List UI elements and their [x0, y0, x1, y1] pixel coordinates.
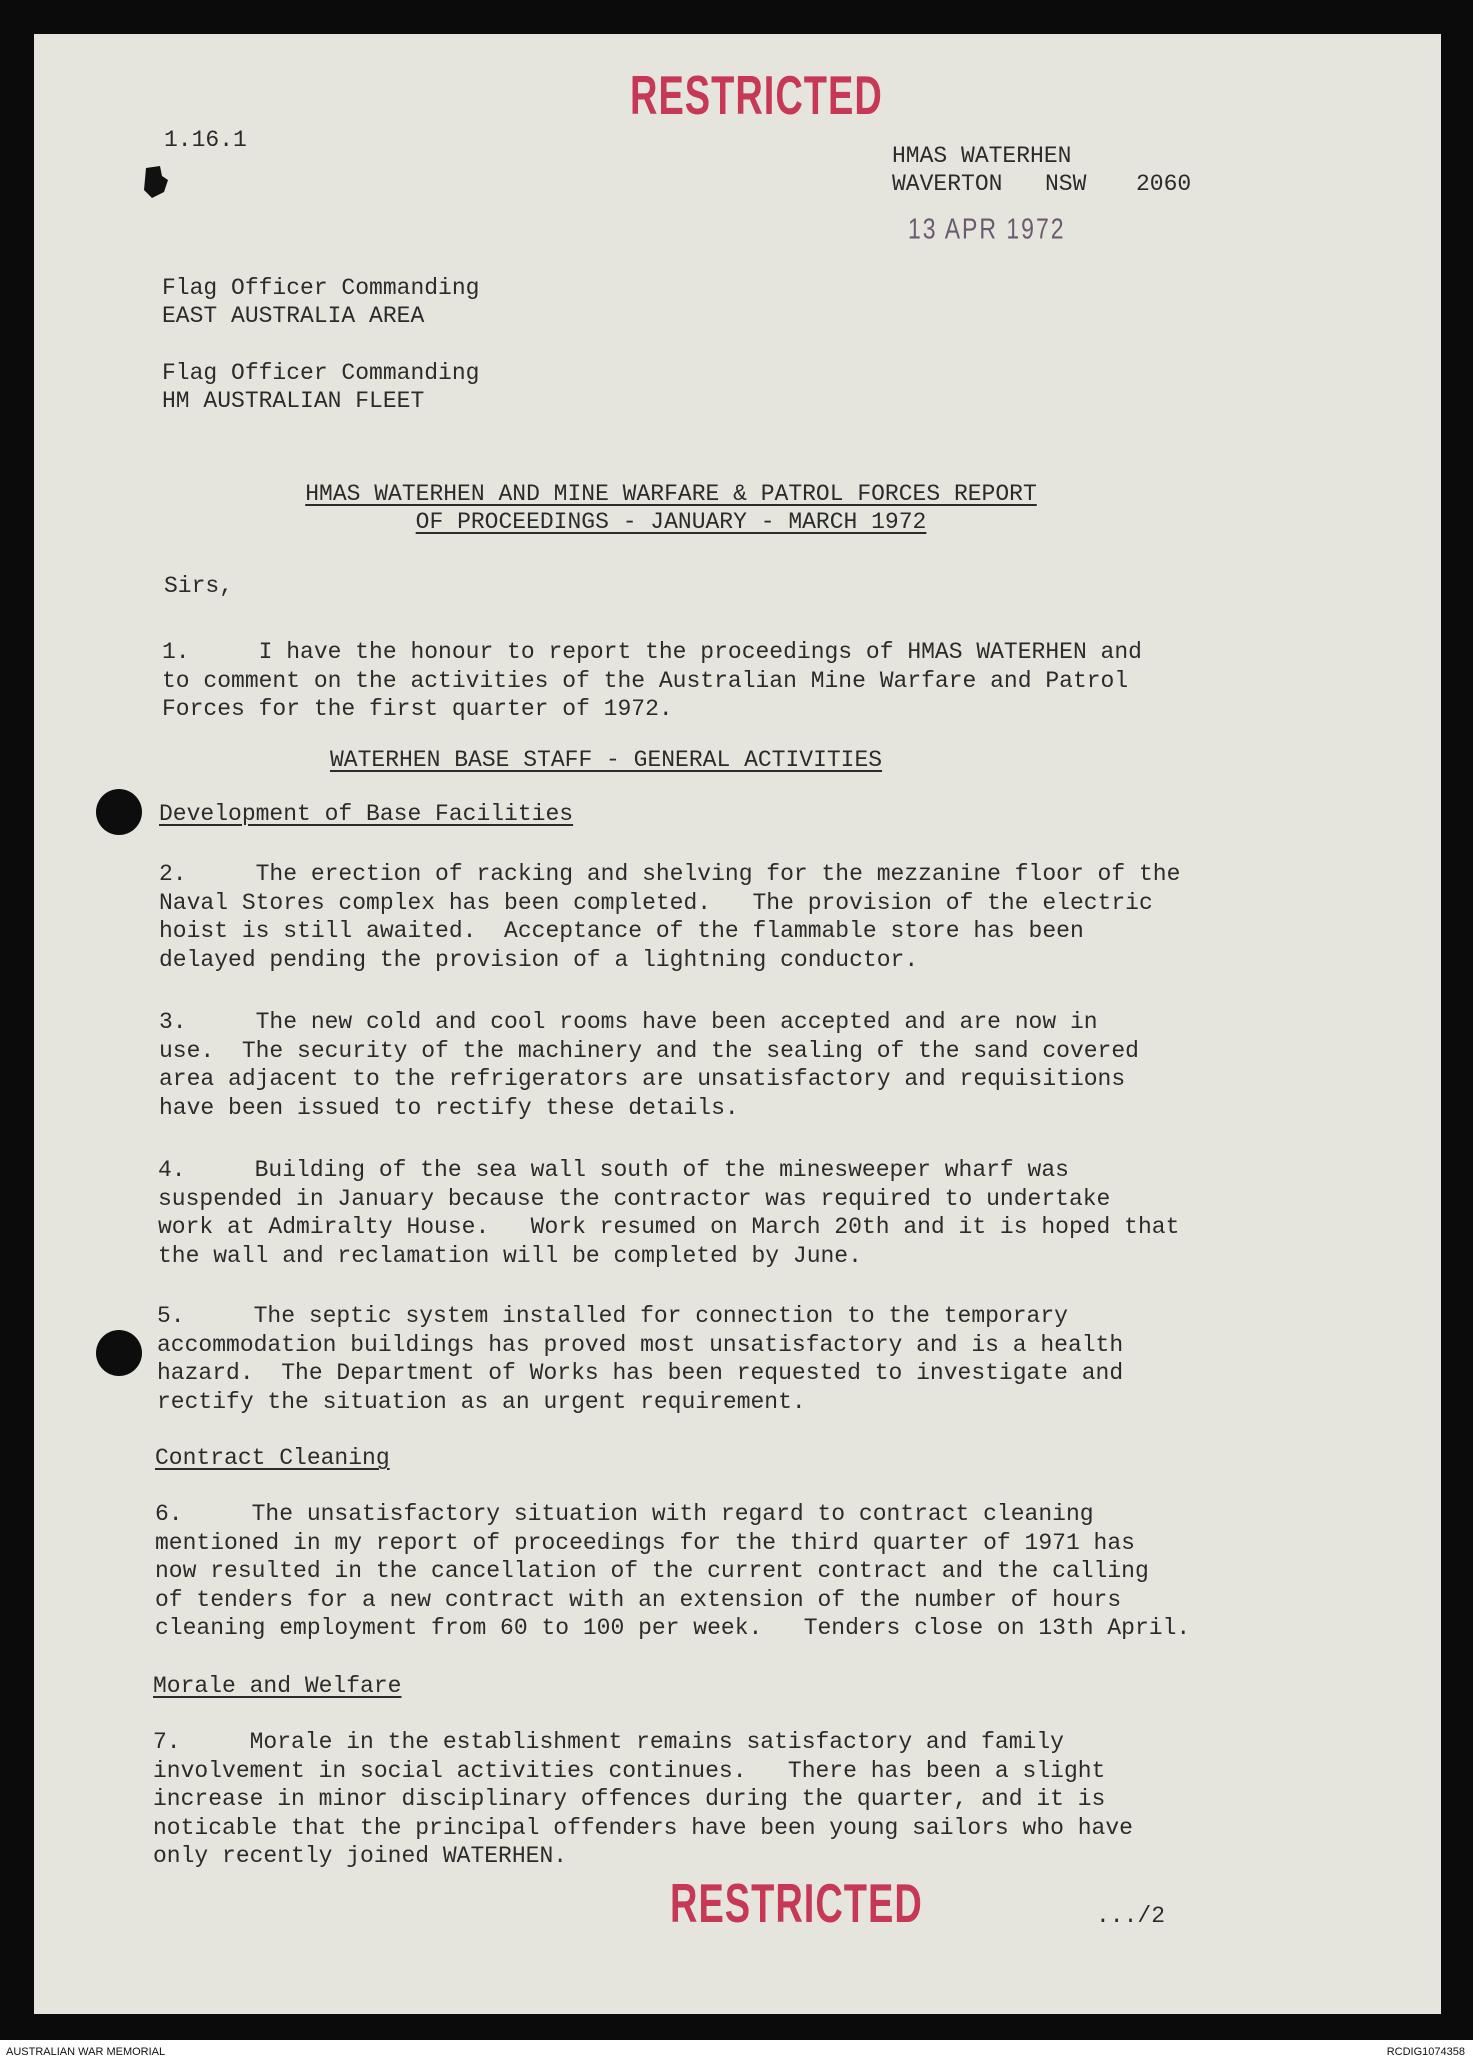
- sender-place: WAVERTON: [892, 171, 1003, 197]
- paragraph-6: 6. The unsatisfactory situation with regard to contract cleaning mentioned in my report of proceedings for the third quarter of 1971 has now resulted in the cancellation of the current contract and the calling of tenders for a new contract with an extension of the number of hours cleaning employment from 60 to 100 per week. Tenders close on 13th April.: [155, 1501, 1191, 1641]
- paragraph-5: 5. The septic system installed for connection to the temporary accommodation buildings has proved most unsatisfactory and is a health hazard. The Department of Works has been requested to investigate and rectify the situation as an urgent requirement.: [157, 1303, 1124, 1415]
- addressee-1-title: Flag Officer Commanding: [162, 275, 480, 301]
- paragraph-2: 2. The erection of racking and shelving for the mezzanine floor of the Naval Stores complex has been completed. The provision of the electric hoist is still awaited. Acceptance of the flammable store has been delayed pending the provision of a lightning conductor.: [159, 861, 1181, 973]
- date-received-stamp: 13 APR 1972: [908, 212, 1066, 245]
- archive-record-id: RCDIG1074358: [1386, 2046, 1465, 2058]
- paragraph-1: 1. I have the honour to report the proceedings of HMAS WATERHEN and to comment on the activities of the Australian Mine Warfare and Patrol Forces for the first quarter of 1972.: [162, 639, 1142, 722]
- punch-hole: [96, 789, 142, 835]
- paragraph-7: 7. Morale in the establishment remains satisfactory and family involvement in social activities continues. There has been a slight increase in minor disciplinary offences during the quarter, and it is noticable that the principal offenders have been young sailors who have only recently joined WATERHEN.: [153, 1729, 1133, 1869]
- subheading-morale-welfare: Morale and Welfare: [153, 1673, 402, 1699]
- report-title: [224, 480, 1118, 536]
- file-reference: 1.16.1: [164, 127, 247, 153]
- continuation-marker: .../2: [1096, 1903, 1166, 1929]
- restricted-stamp-top: RESTRICTED: [630, 66, 883, 127]
- subheading-development: Development of Base Facilities: [159, 801, 574, 827]
- restricted-stamp-bottom: RESTRICTED: [670, 1874, 923, 1935]
- sender-line-1: HMAS WATERHEN: [892, 143, 1072, 169]
- addressee-1-area: EAST AUSTRALIA AREA: [162, 303, 425, 329]
- document-page: [34, 34, 1441, 2014]
- section-heading: WATERHEN BASE STAFF - GENERAL ACTIVITIES: [330, 747, 883, 773]
- archive-name: AUSTRALIAN WAR MEMORIAL: [6, 2046, 166, 2058]
- sender-postcode: 2060: [1136, 171, 1192, 197]
- punch-hole: [96, 1330, 142, 1376]
- subheading-contract-cleaning: Contract Cleaning: [155, 1445, 390, 1471]
- report-title-line-2: OF PROCEEDINGS - JANUARY - MARCH 1972: [415, 509, 927, 535]
- sender-state: NSW: [1045, 171, 1087, 197]
- paragraph-3: 3. The new cold and cool rooms have been accepted and are now in use. The security of the machinery and the sealing of the sand covered area adjacent to the refrigerators are unsatisfactory and requisitions have been issued to rectify these details.: [159, 1009, 1139, 1121]
- salutation: Sirs,: [164, 573, 234, 599]
- fastener-mark-icon: [138, 162, 174, 202]
- paragraph-4: 4. Building of the sea wall south of the minesweeper wharf was suspended in January because the contractor was required to undertake work at Admiralty House. Work resumed on March 20th and it is hoped that the wall and reclamation will be completed by June.: [158, 1157, 1180, 1269]
- addressee-2-fleet: HM AUSTRALIAN FLEET: [162, 388, 425, 414]
- report-title-line-1: HMAS WATERHEN AND MINE WARFARE & PATROL FORCES REPORT: [305, 481, 1037, 507]
- addressee-2-title: Flag Officer Commanding: [162, 360, 480, 386]
- archive-footer: [0, 2043, 1473, 2061]
